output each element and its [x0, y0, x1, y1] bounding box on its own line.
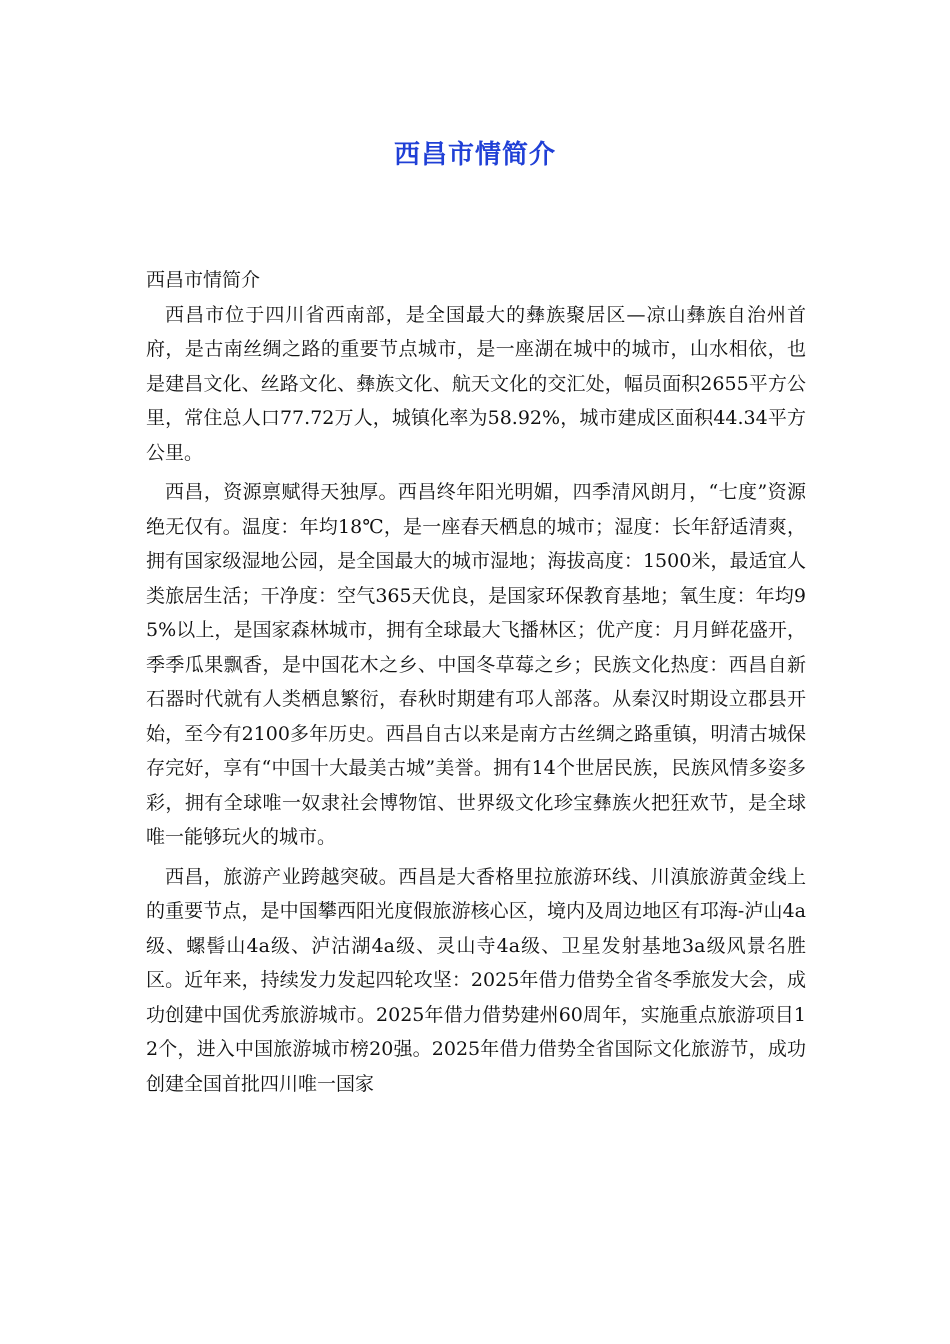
paragraph-tourism: 西昌，旅游产业跨越突破。西昌是大香格里拉旅游环线、川滇旅游黄金线上的重要节点，是中国攀西阳光度假旅游核心区，境内及周边地区有邛海-泸山4a级、螺髻山4a级、泸沽湖4a级、灵山寺4a级、卫星发射基地3a级风景名胜区。近年来，持续发力发起四轮攻坚：2025年借力借势全省冬季旅发大会，成功创建中国优秀旅游城市。2025年借力借势建州60周年，实施重点旅游项目12个，进入中国旅游城市榜20强。2025年借力借势全省国际文化旅游节，成功创建全国首批四川唯一国家	[146, 865, 806, 1095]
paragraph-overview: 西昌市位于四川省西南部，是全国最大的彝族聚居区—凉山彝族自治州首府，是古南丝绸之路的重要节点城市，是一座湖在城中的城市，山水相依，也是建昌文化、丝路文化、彝族文化、航天文化的交汇处，幅员面积2655平方公里，常住总人口77.72万人，城镇化率为58.92%，城市建成区面积44.34平方公里。	[146, 303, 806, 464]
document-body	[146, 263, 806, 1106]
section-heading: 西昌市情简介	[146, 269, 261, 291]
paragraph-resources: 西昌，资源禀赋得天独厚。西昌终年阳光明媚，四季清风朗月，“七度”资源绝无仅有。温度：年均18℃，是一座春天栖息的城市；湿度：长年舒适清爽，拥有国家级湿地公园，是全国最大的城市湿地；海拔高度：1500米，最适宜人类旅居生活；干净度：空气365天优良，是国家环保教育基地；氧生度：年均95%以上，是国家森林城市，拥有全球最大飞播林区；优产度：月月鲜花盛开，季季瓜果飘香，是中国花木之乡、中国冬草莓之乡；民族文化热度：西昌自新石器时代就有人类栖息繁衍，春秋时期建有邛人部落。从秦汉时期设立郡县开始，至今有2100多年历史。西昌自古以来是南方古丝绸之路重镇，明清古城保存完好，享有“中国十大最美古城”美誉。拥有14个世居民族，民族风情多姿多彩，拥有全球唯一奴隶社会博物馆、世界级文化珍宝彝族火把狂欢节，是全球唯一能够玩火的城市。	[146, 481, 806, 848]
document-title: 西昌市情简介	[393, 140, 556, 170]
